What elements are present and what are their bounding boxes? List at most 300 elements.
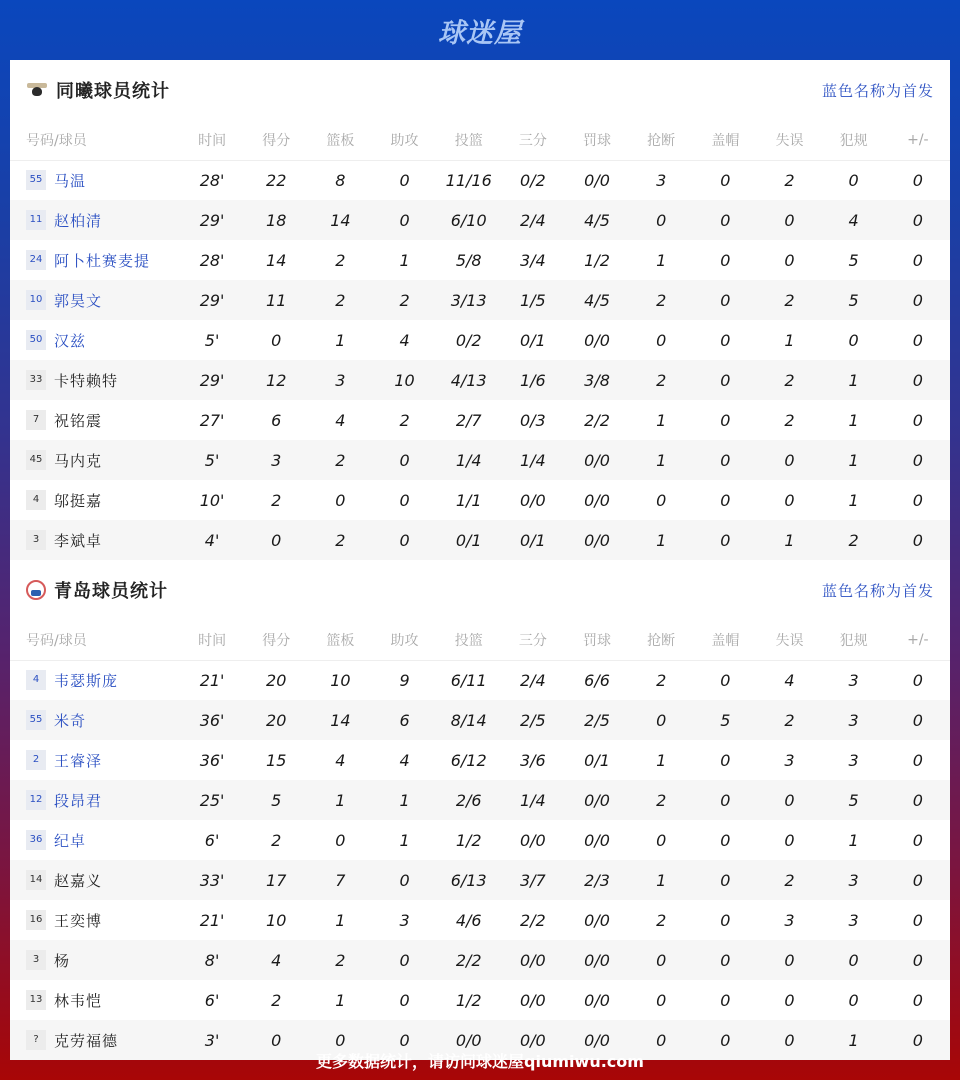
jersey-number-badge: ? (26, 1030, 46, 1050)
stat-cell: 2 (757, 360, 821, 400)
stat-cell: 1/2 (455, 990, 482, 1010)
stat-cell: 0 (912, 910, 923, 930)
column-header[interactable]: +/- (886, 120, 950, 160)
column-header[interactable]: 号码/球员 (10, 620, 180, 660)
top-banner (0, 0, 960, 60)
stat-cell: 0 (720, 250, 731, 270)
stat-cell: 0 (886, 860, 950, 900)
stat-cell: 10 (330, 670, 351, 690)
player-cell[interactable] (10, 980, 180, 1020)
stat-cell: 0 (629, 1020, 693, 1060)
stat-cell: 2 (757, 700, 821, 740)
stat-cell: 2 (656, 910, 667, 930)
column-header[interactable]: 盖帽 (693, 620, 757, 660)
column-header[interactable]: 失误 (757, 620, 821, 660)
stat-cell: 2 (656, 670, 667, 690)
player-name-link[interactable]: 邬挺嘉 (54, 491, 103, 510)
stat-cell: 1 (399, 250, 410, 270)
jersey-number-badge: 55 (26, 170, 46, 190)
stat-cell: 0 (886, 780, 950, 820)
stat-cell: 1 (822, 440, 886, 480)
stat-cell: 2 (629, 280, 693, 320)
stat-cell: 2/2 (437, 940, 501, 980)
stat-cell: 3 (399, 910, 410, 930)
stat-cell: 0 (720, 170, 731, 190)
player-cell[interactable] (10, 480, 180, 520)
footer-text[interactable]: 更多数据统计，请访问球迷屋qiumiwu.com (316, 1051, 644, 1071)
stat-cell: 0 (720, 750, 731, 770)
column-header[interactable]: 时间 (180, 620, 244, 660)
player-name-link[interactable]: 马温 (54, 171, 87, 190)
player-name-link[interactable]: 郭昊文 (54, 291, 103, 310)
stat-cell: 0 (335, 490, 346, 510)
section-title-wrap (26, 577, 168, 603)
player-cell[interactable] (10, 200, 180, 240)
player-cell[interactable] (10, 900, 180, 940)
stat-cell: 15 (266, 750, 287, 770)
stat-cell: 1/2 (584, 250, 610, 270)
stat-cell: 0/0 (519, 990, 546, 1010)
player-name-link[interactable]: 米奇 (54, 711, 87, 730)
stat-cell: 2 (308, 520, 372, 560)
column-header[interactable]: 三分 (501, 120, 565, 160)
column-header[interactable]: 投篮 (437, 120, 501, 160)
stat-cell: 9 (399, 670, 410, 690)
stat-cell: 0/1 (519, 330, 546, 350)
table-row[interactable] (10, 780, 950, 820)
stat-cell: 1 (656, 750, 667, 770)
section-header (10, 60, 950, 120)
stat-cell: 0 (629, 700, 693, 740)
column-header[interactable]: 罚球 (565, 120, 629, 160)
table-row[interactable] (10, 280, 950, 320)
stat-cell: 3' (180, 1020, 244, 1060)
stat-cell: 0 (308, 1020, 372, 1060)
jersey-number-badge: 11 (26, 210, 46, 230)
player-name-link[interactable]: 阿卜杜赛麦提 (54, 251, 151, 270)
stat-cell: 17 (244, 860, 308, 900)
stat-cell: 12 (244, 360, 308, 400)
stat-cell: 0 (372, 520, 436, 560)
stat-cell: 6/6 (584, 670, 610, 690)
stat-cell: 0/0 (584, 170, 610, 190)
stat-cell: 5 (822, 280, 886, 320)
stat-cell: 1/4 (501, 440, 565, 480)
stat-cell: 2/4 (519, 670, 546, 690)
stat-cell: 14 (308, 700, 372, 740)
player-cell[interactable] (10, 240, 180, 280)
stat-cell: 1 (335, 330, 346, 350)
stat-cell: 0 (271, 330, 282, 350)
section-header (10, 560, 950, 620)
starter-legend-note: 蓝色名称为首发 (821, 81, 934, 100)
player-cell[interactable] (10, 400, 180, 440)
stat-cell: 0 (720, 670, 731, 690)
table-row[interactable] (10, 360, 950, 400)
stat-cell: 8' (180, 940, 244, 980)
stat-cell: 0 (244, 520, 308, 560)
stat-cell: 0 (912, 990, 923, 1010)
player-name-link[interactable]: 杨 (54, 951, 71, 970)
stat-cell: 6 (372, 700, 436, 740)
table-row[interactable] (10, 740, 950, 780)
jersey-number-badge: 55 (26, 710, 46, 730)
stat-cell: 11 (244, 280, 308, 320)
stat-cell: 0/0 (584, 910, 610, 930)
stat-cell: 0 (912, 170, 923, 190)
stat-cell: 0 (693, 360, 757, 400)
table-row[interactable] (10, 820, 950, 860)
stat-cell: 2 (784, 410, 795, 430)
stat-cell: 0 (335, 830, 346, 850)
jersey-number-badge: 7 (26, 410, 46, 430)
stat-cell: 3/7 (501, 860, 565, 900)
table-row[interactable] (10, 860, 950, 900)
table-row[interactable] (10, 400, 950, 440)
section-title-wrap (26, 77, 170, 103)
column-header[interactable]: 号码/球员 (10, 120, 180, 160)
player-stats-table (10, 620, 950, 1060)
stat-cell: 0 (912, 250, 923, 270)
stat-cell: 6/10 (437, 200, 501, 240)
stat-cell: 3 (784, 910, 795, 930)
jersey-number-badge: 50 (26, 330, 46, 350)
stat-cell: 1/2 (455, 830, 482, 850)
stat-cell: 4 (784, 670, 795, 690)
jersey-number-badge: 36 (26, 830, 46, 850)
stat-cell: 6/11 (450, 670, 487, 690)
stat-cell: 4 (335, 750, 346, 770)
stat-cell: 0/3 (519, 410, 546, 430)
stat-cell: 0 (886, 520, 950, 560)
stat-cell: 0/0 (584, 990, 610, 1010)
player-name-link[interactable]: 王奕博 (54, 911, 103, 930)
player-name-link[interactable]: 赵嘉义 (54, 871, 103, 890)
table-row[interactable] (10, 660, 950, 700)
stat-cell: 2/3 (565, 860, 629, 900)
column-header[interactable]: 抢断 (629, 620, 693, 660)
stat-cell: 1/6 (501, 360, 565, 400)
column-header[interactable]: 罚球 (565, 620, 629, 660)
stat-cell: 3/8 (565, 360, 629, 400)
footer-banner (0, 1040, 960, 1080)
stat-cell: 0/0 (565, 940, 629, 980)
stat-cell: 1 (822, 1020, 886, 1060)
table-row[interactable] (10, 240, 950, 280)
stat-cell: 10 (266, 910, 287, 930)
stat-cell: 2 (784, 170, 795, 190)
stat-cell: 0 (629, 200, 693, 240)
column-header[interactable]: 三分 (501, 620, 565, 660)
stat-cell: 0 (693, 520, 757, 560)
stat-cell: 3 (308, 360, 372, 400)
site-logo: 球迷屋 (438, 17, 522, 49)
stat-cell: 0 (886, 1020, 950, 1060)
stat-cell: 0 (372, 1020, 436, 1060)
stat-cell: 2 (629, 780, 693, 820)
stat-cell: 3 (848, 750, 859, 770)
column-header[interactable]: +/- (886, 620, 950, 660)
stat-cell: 1/5 (501, 280, 565, 320)
stat-cell: 0 (720, 410, 731, 430)
player-name-link[interactable]: 段昂君 (54, 791, 103, 810)
stat-cell: 5 (848, 250, 859, 270)
column-header[interactable]: 盖帽 (693, 120, 757, 160)
table-row[interactable] (10, 900, 950, 940)
stat-cell: 11/16 (445, 170, 492, 190)
stat-cell: 0 (912, 830, 923, 850)
column-header[interactable]: 失误 (757, 120, 821, 160)
stat-cell: 0/0 (437, 1020, 501, 1060)
jersey-number-badge: 4 (26, 490, 46, 510)
stat-cell: 0 (720, 990, 731, 1010)
stat-cell: 5 (693, 700, 757, 740)
player-name-link[interactable]: 祝铭震 (54, 411, 103, 430)
section-title: 青岛球员统计 (54, 581, 168, 602)
player-cell[interactable] (10, 660, 180, 700)
stat-cell: 0 (656, 830, 667, 850)
stat-cell: 2 (822, 520, 886, 560)
column-header[interactable]: 篮板 (308, 620, 372, 660)
stat-cell: 0 (720, 830, 731, 850)
player-cell[interactable] (10, 940, 180, 980)
stat-cell: 1 (399, 830, 410, 850)
stat-cell: 0 (886, 280, 950, 320)
player-cell[interactable] (10, 320, 180, 360)
table-row[interactable] (10, 320, 950, 360)
player-cell[interactable] (10, 360, 180, 400)
stat-cell: 1 (629, 860, 693, 900)
stat-cell: 0 (848, 330, 859, 350)
player-name-link[interactable]: 林韦恺 (54, 991, 103, 1010)
table-row[interactable] (10, 440, 950, 480)
player-name-link[interactable]: 汉兹 (54, 331, 87, 350)
stat-cell: 0/0 (501, 940, 565, 980)
stat-cell: 29' (180, 360, 244, 400)
stat-cell: 29' (180, 200, 244, 240)
player-name-link[interactable]: 马内克 (54, 451, 103, 470)
stat-cell: 2/7 (455, 410, 482, 430)
table-row[interactable] (10, 200, 950, 240)
player-cell[interactable] (10, 160, 180, 200)
stat-cell: 1 (822, 360, 886, 400)
table-row[interactable] (10, 520, 950, 560)
stat-cell: 5 (822, 780, 886, 820)
player-name-link[interactable]: 卡特赖特 (54, 371, 119, 390)
column-header[interactable]: 助攻 (372, 620, 436, 660)
stat-cell: 1 (656, 250, 667, 270)
player-cell[interactable] (10, 280, 180, 320)
stat-cell: 8 (335, 170, 346, 190)
stat-cell: 5' (204, 330, 220, 350)
stat-cell: 3 (822, 860, 886, 900)
stat-cell: 1/4 (501, 780, 565, 820)
stat-cell: 5' (180, 440, 244, 480)
player-name-link[interactable]: 纪卓 (54, 831, 87, 850)
stat-cell: 6/13 (437, 860, 501, 900)
stat-cell: 0 (784, 490, 795, 510)
stat-cell: 0 (656, 990, 667, 1010)
stat-cell: 0 (399, 490, 410, 510)
stat-cell: 2/5 (565, 700, 629, 740)
player-cell[interactable] (10, 700, 180, 740)
table-header-row (10, 620, 950, 660)
stat-cell: 1 (308, 780, 372, 820)
stat-cell: 0 (757, 940, 821, 980)
stat-cell: 36' (199, 750, 225, 770)
stat-cell: 28' (199, 250, 225, 270)
stat-cell: 0 (693, 860, 757, 900)
jersey-number-badge: 12 (26, 790, 46, 810)
column-header[interactable]: 得分 (244, 120, 308, 160)
stat-cell: 2 (308, 940, 372, 980)
stat-cell: 1 (372, 780, 436, 820)
stat-cell: 0 (693, 440, 757, 480)
player-name-link[interactable]: 克劳福德 (54, 1031, 119, 1050)
stat-cell: 2 (372, 280, 436, 320)
team-section (10, 560, 950, 1060)
stat-cell: 10' (199, 490, 225, 510)
player-cell[interactable] (10, 860, 180, 900)
table-row[interactable] (10, 480, 950, 520)
stat-cell: 22 (266, 170, 287, 190)
player-cell[interactable] (10, 440, 180, 480)
column-header[interactable]: 得分 (244, 620, 308, 660)
player-name-link[interactable]: 韦瑟斯庞 (54, 671, 119, 690)
stat-cell: 7 (308, 860, 372, 900)
stat-cell: 1 (848, 490, 859, 510)
stat-cell: 27' (199, 410, 225, 430)
stat-cell: 3 (822, 700, 886, 740)
stat-cell: 4 (399, 750, 410, 770)
stat-cell: 0 (912, 410, 923, 430)
jersey-number-badge: 14 (26, 870, 46, 890)
stat-cell: 3/6 (519, 750, 546, 770)
player-name-link[interactable]: 李斌卓 (54, 531, 103, 550)
player-cell[interactable] (10, 740, 180, 780)
stat-cell: 3 (656, 170, 667, 190)
stat-cell: 0 (693, 280, 757, 320)
column-header[interactable]: 抢断 (629, 120, 693, 160)
stat-cell: 1 (757, 520, 821, 560)
stat-cell: 21' (199, 670, 225, 690)
stat-cell: 33' (180, 860, 244, 900)
stat-cell: 4 (244, 940, 308, 980)
stat-cell: 3/4 (519, 250, 546, 270)
stat-cell: 1 (335, 990, 346, 1010)
stat-cell: 0/1 (584, 750, 610, 770)
stat-cell: 0 (720, 490, 731, 510)
stat-cell: 0/0 (584, 830, 610, 850)
stat-cell: 1 (656, 410, 667, 430)
stat-cell: 4 (399, 330, 410, 350)
stat-cell: 0 (244, 1020, 308, 1060)
stat-cell: 0 (912, 750, 923, 770)
column-header[interactable]: 助攻 (372, 120, 436, 160)
stat-cell: 0 (886, 440, 950, 480)
table-row[interactable] (10, 700, 950, 740)
stat-cell: 0 (886, 200, 950, 240)
stat-cell: 14 (266, 250, 287, 270)
stat-cell: 2/2 (519, 910, 546, 930)
jersey-number-badge: 10 (26, 290, 46, 310)
stat-cell: 4/13 (437, 360, 501, 400)
stat-cell: 1/1 (455, 490, 482, 510)
stat-cell: 0 (372, 440, 436, 480)
stat-cell: 0 (372, 860, 436, 900)
stat-cell: 0/1 (501, 520, 565, 560)
stat-cell: 2/6 (437, 780, 501, 820)
stat-cell: 0 (720, 330, 731, 350)
stat-cell: 14 (308, 200, 372, 240)
player-cell[interactable] (10, 820, 180, 860)
jersey-number-badge: 2 (26, 750, 46, 770)
column-header[interactable]: 时间 (180, 120, 244, 160)
column-header[interactable]: 犯规 (822, 620, 886, 660)
stat-cell: 0 (372, 200, 436, 240)
table-row[interactable] (10, 980, 950, 1020)
stat-cell: 0/0 (565, 780, 629, 820)
stat-cell: 2 (399, 410, 410, 430)
stat-cell: 2 (308, 280, 372, 320)
column-header[interactable]: 犯规 (822, 120, 886, 160)
stat-cell: 0 (886, 360, 950, 400)
stat-cell: 2 (335, 250, 346, 270)
jersey-number-badge: 24 (26, 250, 46, 270)
stat-cell: 0 (757, 200, 821, 240)
stat-cell: 6' (204, 990, 220, 1010)
stat-cell: 0 (693, 1020, 757, 1060)
jersey-number-badge: 3 (26, 530, 46, 550)
stat-cell: 0 (757, 780, 821, 820)
column-header[interactable]: 投篮 (437, 620, 501, 660)
player-name-link[interactable]: 王睿泽 (54, 751, 103, 770)
stat-cell: 0 (399, 990, 410, 1010)
stat-cell: 1 (629, 520, 693, 560)
stat-cell: 0/1 (437, 520, 501, 560)
player-cell[interactable] (10, 520, 180, 560)
stat-cell: 0 (784, 830, 795, 850)
column-header[interactable]: 篮板 (308, 120, 372, 160)
stat-cell: 0/0 (565, 520, 629, 560)
stat-cell: 20 (266, 670, 287, 690)
stat-cell: 0 (693, 200, 757, 240)
stat-cell: 0 (912, 330, 923, 350)
table-row[interactable] (10, 160, 950, 200)
stat-cell: 29' (180, 280, 244, 320)
stat-cell: 25' (180, 780, 244, 820)
stat-cell: 1 (629, 440, 693, 480)
tongxi-team-logo-icon (26, 81, 48, 99)
stat-cell: 20 (244, 700, 308, 740)
stat-cell: 10 (372, 360, 436, 400)
stat-cell: 0 (912, 670, 923, 690)
stat-cell: 4/5 (565, 200, 629, 240)
stat-cell: 2 (629, 360, 693, 400)
player-cell[interactable] (10, 780, 180, 820)
jersey-number-badge: 45 (26, 450, 46, 470)
stat-cell: 2 (271, 990, 282, 1010)
jersey-number-badge: 4 (26, 670, 46, 690)
stat-cell: 0 (784, 990, 795, 1010)
stat-cell: 0/2 (519, 170, 546, 190)
stat-cell: 1 (848, 830, 859, 850)
player-name-link[interactable]: 赵柏清 (54, 211, 103, 230)
stat-cell: 0/0 (519, 490, 546, 510)
stat-cell: 0 (848, 990, 859, 1010)
stat-cell: 2 (271, 490, 282, 510)
table-row[interactable] (10, 940, 950, 980)
